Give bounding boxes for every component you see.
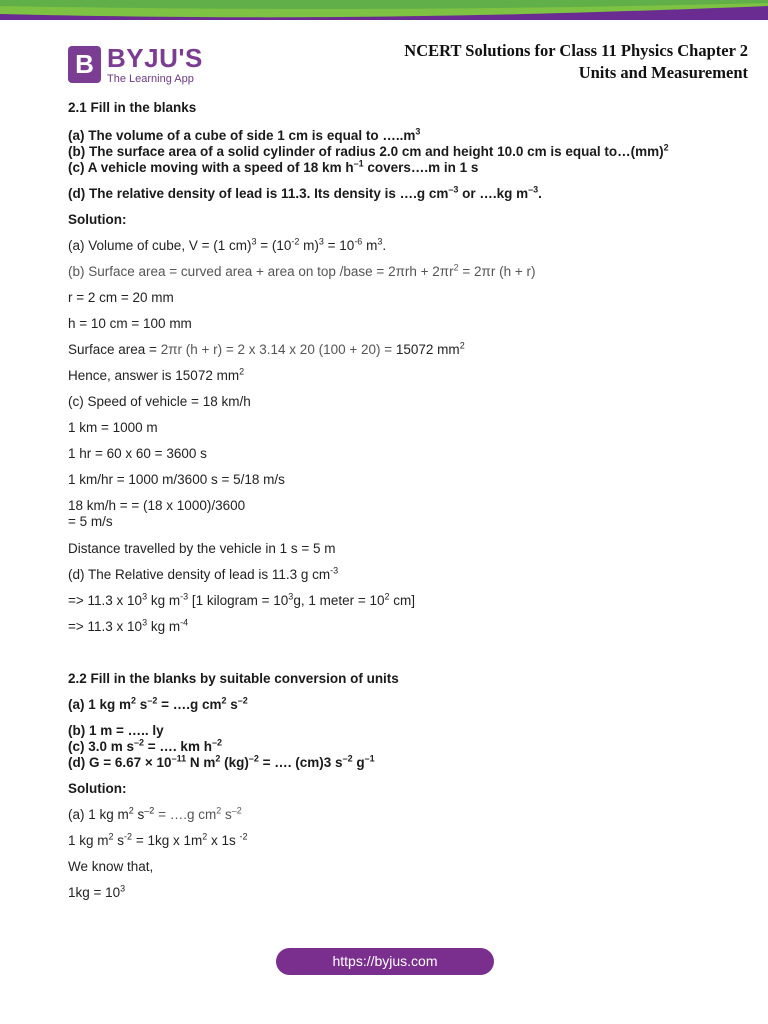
question-2-2-d: (d) $G = 6.67 \times 10^{-11}$ N $m^2$ (kg)$^{-2}$ = …. (cm)3 $s^{-2}$ $g^{-1}$ [68,753,375,770]
byjus-logo [68,43,203,86]
solution-kmhr: 1 km/hr = 1000 m/3600 s = 5/18 m/s [68,472,285,487]
solution-label-2: Solution: [68,781,127,796]
solution-2-1-a: (a) Volume of cube, V = (1 $cm)^3 = (10^{-2}$ $m)^3 = 10^{-6}$ $m^3$. [68,236,387,253]
solution-2-2-line2: 1 kg $m^2$ $s^{-2} = 1kg$ x $1m^2$ x 1s $^{-2}$ [68,831,248,848]
solution-surface-area: Surface area = 2πr (h + r) = 2 x 3.14 x 20 (100 + 20) = 15072 $mm^2$ [68,340,465,357]
question-heading-2-2: 2.2 Fill in the blanks by suitable conversion of units [68,671,399,686]
solution-we-know: We know that, [68,859,154,874]
solution-2-2-a: (a) 1 kg $m^2$ $s^{-2}$ = ….g $cm^2$ $s^{-2}$ [68,805,242,822]
question-2-2-a: (a) 1 kg $m^2$ $s^{-2}$ = ….g $cm^2$ $s^{-2}$ [68,695,248,712]
question-2-1-b: (b) The surface area of a solid cylinder of radius 2.0 cm and height 10.0 cm is equal to…(mm)$^2$ [68,142,669,159]
logo-name: BYJU'S [107,43,203,73]
document-header [404,40,748,84]
top-accent-bar [0,0,768,20]
solution-density-1: => 11.3 x $10^3$ kg $m^{-3}$ [1 kilogram = $10^3g$, 1 meter = $10^2$ cm] [68,591,416,608]
logo-mark [68,46,101,83]
solution-height: h = 10 cm = 100 mm [68,316,192,331]
solution-calc-2: = 5 m/s [68,514,113,529]
header-title-line2: Units and Measurement [578,63,748,82]
question-2-1-a: (a) The volume of a cube of side 1 cm is equal to $\dots..m^3$ [68,126,421,143]
solution-2-1-d: (d) The Relative density of lead is 11.3 g $cm^{-3}$ [68,565,339,582]
solution-hr: 1 hr = 60 x 60 = 3600 s [68,446,207,461]
solution-distance: Distance travelled by the vehicle in 1 s = 5 m [68,541,336,556]
solution-km: 1 km = 1000 m [68,420,158,435]
header-title-line1: NCERT Solutions for Class 11 Physics Chapter 2 [404,41,748,60]
solution-label-1: Solution: [68,212,127,227]
solution-hence: Hence, answer is 15072 $mm^2$ [68,366,245,383]
logo-mark-letter: B [75,49,94,79]
question-2-1-c: (c) A vehicle moving with a speed of 18 km $h^{-1}$ covers….m in 1 s [68,158,479,175]
question-2-1-d: (d) The relative density of lead is 11.3. Its density is ….g $cm^{-3}$ or ….kg $m^{-3}$. [68,184,542,201]
solution-radius: r = 2 cm = 20 mm [68,290,174,305]
question-heading-2-1: 2.1 Fill in the blanks [68,100,197,115]
solution-2-1-b: (b) Surface area = curved area + area on top /base = $2\pi rh + 2\pi r^2 = 2\pi r$ (h + r) [68,262,536,279]
question-2-2-c: (c) 3.0 m $s^{-2}$ = …. km $h^{-2}$ [68,737,222,754]
solution-density-2: => 11.3 x $10^3$ kg $m^{-4}$ [68,617,189,634]
logo-tagline: The Learning App [107,73,194,85]
question-2-2-b: (b) 1 m = ….. ly [68,723,164,738]
solution-kg: $1kg = 10^3$ [68,883,126,900]
footer-url-link[interactable]: https://byjus.com [276,948,494,975]
solution-calc-1: 18 km/h = = (18 x 1000)/3600 [68,498,246,513]
solution-2-1-c: (c) Speed of vehicle = 18 km/h [68,394,251,409]
